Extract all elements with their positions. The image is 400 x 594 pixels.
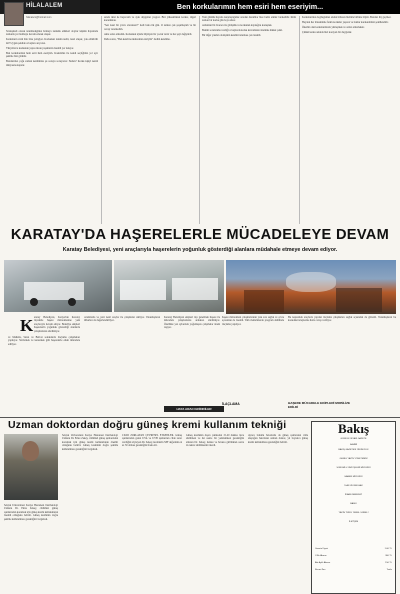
paragraph: Karatay Belediyesi ekipleri ilçe genelinde haşere ile mücadele çalışmalarını aralıksız sürdürüyor. Özellikle yaz aylarında yoğunlaşan çalışmalar önem taşıyor.	[164, 316, 220, 330]
masthead-line: YAYIN TÜRÜ: YEREL SÜRELİ	[338, 512, 369, 514]
price-label: Gazete Fiyatı	[315, 548, 329, 550]
paragraph: Bu kapsamda araçlarla yapılan ilaçlama çalışmaları sağlık açısından da güvenli. Vatandaşların bu konudaki taleplerine hızla cevap veriliyor.	[288, 316, 396, 323]
price-value: 1.00 TL	[384, 548, 392, 550]
price-value: 150 TL	[385, 562, 392, 564]
masthead-line: GÜNLÜK SİYASİ GAZETE	[340, 438, 367, 440]
article-column-4	[186, 434, 244, 594]
paragraph: Güneş kreminin dışarı çıkmadan 15-20 dakika önce sürülmesi ve iki saatte bir yenilenmesi gerektiğini anlatan Dr. Zekey, denize ve havuza girildikten sonra da tekrar sürülmesini önerdi.	[186, 434, 244, 448]
price-label: Yıllık Abone	[315, 555, 327, 557]
doctor-portrait-face	[22, 441, 39, 461]
masthead-line: İLETİŞİM	[348, 521, 359, 523]
text-column-4	[302, 16, 396, 224]
price-row	[315, 562, 392, 565]
paragraph: ortamlarda ve yeni nesil araçlar ile çalışmalar sürüyor. Vatandaşların ihbarları da değerlendiriliyor.	[84, 316, 160, 323]
paragraph: Sözleşmeli olarak tanımladığımız İstinaya tanıklık ettikleri olaylar kişinin hayatında zamanla yer bulmaya devam ederek oluşur.	[6, 30, 98, 37]
story-column-4	[222, 316, 284, 400]
news-photo-trucks	[114, 260, 224, 312]
story-subhead: İLAÇLAMA	[222, 402, 240, 406]
article-headline: Uzman doktordan doğru güneş kremi kullanım tekniği	[8, 419, 287, 431]
paragraph: Ben korkularımın hem esiri hem eseriyim. Kaderimiz ile kendi seçtiğimiz yol ayrı şekilde bizi götürür.	[6, 51, 98, 59]
paragraph: Yani günlük hayatta karşılaştığımız sıradan durumlar bize farklı etkiler bırakabilir. Kimi zaman bir korku gün boyu sürer.	[202, 16, 296, 23]
story-caption-bar: HAYA ARACI EDİNDİLER	[164, 406, 224, 412]
newspaper-logo: Bakış	[337, 421, 370, 436]
column-divider	[101, 16, 102, 224]
price-row	[315, 555, 392, 558]
paragraph: Hayatın her döneminde farklı korkular yaşarız ve bunlar karakterimizi şekillendirir.	[302, 21, 389, 24]
author-email: hilal.alem@hotmail.com	[26, 16, 52, 19]
column-divider	[199, 16, 200, 224]
masthead-line: SAHİBİ	[349, 444, 358, 446]
story-column-5	[288, 316, 396, 400]
paragraph: Ama sonra anladım. Korkunun içinde büyüyen bir çocuk vardı ve her şeyi değiştirdi.	[104, 32, 193, 36]
paragraph: Daha sonra, "Ben kendi korkularımın esiriyim" dedim kendime.	[104, 37, 171, 41]
article-column-5	[248, 434, 308, 594]
section-divider	[0, 417, 400, 418]
drop-cap: K	[20, 316, 34, 335]
main-headline: KARATAY'DA HAŞERELERLE MÜCADELEYE DEVAM	[10, 227, 390, 243]
article-column-1	[4, 504, 58, 594]
story-subhead: HAŞERE MÜCADELE EKİPLERİ MOBİLİZE EDİLDİ	[288, 401, 351, 409]
paragraph: Bir diğer yandan da kişinin kendini tanıması çok önemli.	[202, 34, 261, 38]
price-row	[315, 569, 392, 572]
column-divider	[299, 16, 300, 224]
masthead-line: SORUMLU YAZI İŞLERİ MÜDÜRÜ	[336, 467, 371, 469]
story-column-2	[84, 316, 160, 414]
masthead-line: İLAN VE REKLAM	[344, 485, 363, 487]
price-label: Resmi İlan	[315, 569, 326, 571]
paragraph: sanda ikisi de heyecanlı ve aynı duyguları yaşıyor. Biri yükseklikten korkar, diğeri karanlıktan.	[104, 16, 196, 23]
paragraph: haşere mücadelesi çalışmalarının yanı sıra sağlık ve çevre açısından da önemli. Tüm mahallelerde program dahilinde ilaçlama yapılıyor.	[222, 316, 284, 326]
paragraph: aratay Belediyesi, Konya'nın Karatay ilçesinde haşere mücadelesine yeni araçlarıyla devam ediyor. Belediye ekipleri haşerelerin yoğunluk gösterdiği alanlarda çalışmalarını sürdürüyor.	[34, 316, 80, 333]
paragraph: Çünkü korku aslında bizi koruyan bir duygudur.	[302, 31, 352, 34]
author-name: HİLALALEM	[26, 3, 63, 9]
text-column-2	[104, 16, 196, 224]
paragraph: Korkularımız doğduğumuz andan itibaren bizimle birlikte büyür. Bazıları hiç geçmez.	[302, 16, 392, 19]
paragraph: Ardından Dr. Karaca ile görüştük ve korkunun kaynağını konuştuk.	[202, 24, 273, 28]
article-column-3	[122, 434, 182, 594]
price-label: Altı Aylık Abone	[315, 562, 331, 564]
article-column-2	[62, 434, 118, 594]
paragraph: CİLDİ ZORLAYAN ÇEVRESEL ETKENLER. Güneş ışınlarından gelen UVA ve UVB ışınlarının cilde zarar verdiğini söyleyen Dr. Zekey, kremlerin SPF değerinin en az 30 olması gerektiğini ifade etti.	[122, 434, 182, 448]
paragraph: ve Mahalle, Sınırı ve Bulvar sokaklarda ilaçlama çalışmaları yapılıyor. Sivrisinek ve karasinek gibi haşerelerle etkin mücadele ediliyor.	[8, 336, 80, 346]
paragraph: Selçuk Üniversitesi Konya Hastanesi Dermatoloji Uzmanı Dr. Emre Zekey, cildimizi güneş ışınlarından korumak için güneş kremi kullanımının önemli olduğunu belirtti. Güneş kreminin doğru şekilde kullanılması gerektiğini vurguladı.	[4, 504, 58, 521]
column-headline: Ben korkularımın hem esiri hem eseriyim...	[100, 0, 400, 14]
price-value: Tarife	[386, 569, 392, 571]
paragraph: Benim sorularıma verdiği cevaplarda korku kavramının önemine dikkat çekti.	[202, 29, 283, 33]
price-value: 300 TL	[385, 555, 392, 557]
paragraph: Bazılarımız çoğu zaman kendimize şu soruyu soruyoruz: Neden? Korku kişiyi kendi dünyasına kapatır.	[6, 60, 98, 67]
story-column-3	[164, 316, 220, 404]
paragraph: "Sen nasıl bir yolcu olacaksın?" dedi bana ilk gün. O zaman çok şaşırmıştım ve bir cevap veremedim.	[104, 24, 196, 31]
author-avatar	[4, 2, 24, 26]
paragraph: Selçuk Üniversitesi Konya Hastanesi Dermatoloji Uzmanı Dr. Emre Zekey, cildimizi güneş ışınlarından korumak için güneş kremi kullanımının önemli olduğunu belirtti. Güneş kreminin doğru şekilde kullanılması gerektiğini vurguladı.	[62, 434, 118, 451]
masthead-line: BAKIŞ GAZETESİ YAYINCILIK	[338, 449, 369, 451]
price-row	[315, 548, 392, 551]
story-column-1	[8, 336, 80, 414]
news-photo-spraying	[226, 260, 396, 314]
paragraph: Önemli olan korkularımızla yüzleşmek ve onları anlamaktır.	[302, 26, 365, 29]
main-subheadline: Karatay Belediyesi, yeni araçlarıyla haşerelerin yoğunluk gösterdiği alanlara müdahale etmeye devam ediyor.	[62, 247, 338, 253]
paragraph: Ayrıca bulutlu havalarda da güneş ışınlarının cilde ulaştığını hatırlatan uzman doktor, yıl boyunca güneş kremi kullanılması gerektiğini belirtti.	[248, 434, 308, 444]
paragraph: Yüzyıllarca korkunun yapısı insan yaşamında önemli yer tutuyor.	[6, 46, 74, 50]
masthead-line: İDARE MERKEZİ	[344, 494, 363, 496]
masthead-line: BASKI	[350, 503, 357, 505]
news-photo-vehicle	[4, 260, 112, 312]
masthead-line: HABER MÜDÜRÜ	[344, 476, 363, 478]
text-column-3	[202, 16, 296, 224]
paragraph: Korkuların sözü bile bize yetişiyor. Korkunun tanımı nedir, nasıl oluşur, yok edilebilir mi? Uygun şekilde cevapları arıyoruz.	[6, 38, 98, 45]
text-column-1	[6, 30, 98, 224]
masthead-line: GENEL YAYIN YÖNETMENİ	[339, 458, 368, 460]
story-column-lead	[34, 316, 80, 336]
